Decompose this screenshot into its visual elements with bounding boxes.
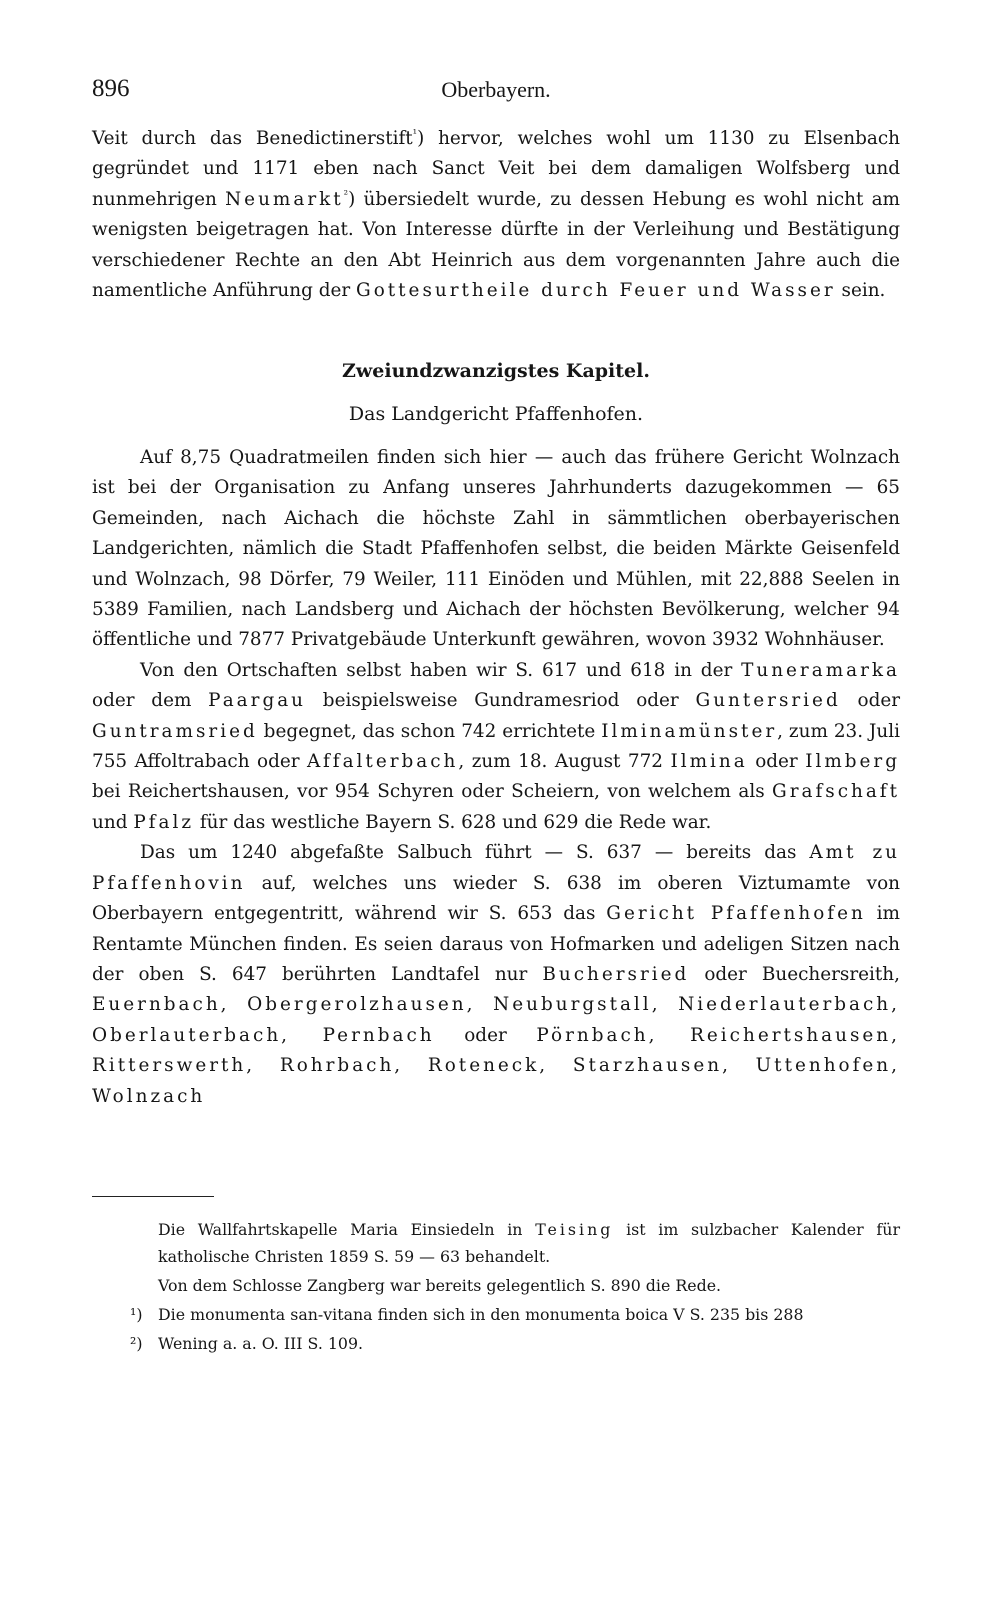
intro-text-block (92, 124, 900, 306)
emphasis: Grafschaft (772, 781, 900, 803)
running-head: Oberbayern. (441, 77, 551, 102)
text-span: oder (434, 1024, 537, 1046)
text-span: , zum 18. August 772 (458, 751, 671, 773)
text-span: , zum 23. Juli 755 Affoltrabach oder (92, 720, 900, 773)
footnote-1 (92, 1301, 900, 1328)
footnote-text: Die monumenta san-vitana finden sich in den monumenta boica V S. 235 bis 288 (158, 1305, 804, 1324)
emphasis: Pfalz (133, 811, 195, 833)
text-span: im Rentamte München finden. Es seien daraus von Hofmarken und adeligen Sitzen nach der oben S. 647 berührten Landtafel nur (92, 903, 900, 985)
text-span: auf, welches uns wieder S. 638 im oberen Viztumamte von Oberbayern entgegentritt, während wir S. 653 das (92, 872, 900, 925)
text-span: für das westliche Bayern S. 628 und 629 die Rede war. (194, 811, 712, 833)
emphasis: Ilminamünster (601, 720, 778, 742)
text-span: oder Buechersreith, (689, 963, 901, 985)
main-text-block (92, 443, 900, 1112)
text-span: Die Wallfahrtskapelle Maria Einsiedeln in (158, 1220, 536, 1239)
paragraph-2 (92, 656, 900, 838)
text-span: ) hervor, welches wohl um 1130 zu Elsenbach gegründet und 1171 eben nach Sanct Veit bei dem damaligen Wolfsberg und nunmehrigen (92, 128, 900, 210)
emphasis: Ilmberg (805, 751, 900, 773)
emphasis: Buchersried (542, 963, 690, 985)
emphasis: Tuneramarka (741, 659, 900, 681)
emphasis: Teising (535, 1220, 614, 1239)
footnote-ref-1[interactable]: ¹ (412, 126, 418, 140)
text-span: ) übersiedelt wurde, zu dessen Hebung es wohl nicht am wenigsten beigetragen hat. Von Interesse dürfte in der Verleihung und Bestätigung verschiedener Rechte an den Abt Heinrich aus dem vorgenannten Jahre auch die namentliche Anführung der (92, 188, 900, 302)
text-span: Von den Ortschaften selbst haben wir S. 617 und 618 in der (140, 659, 742, 681)
text-span: beispielsweise Gundramesriod oder (306, 690, 696, 712)
text-span: ist im sulzbacher Kalender für katholische Christen 1859 S. 59 — 63 behandelt. (158, 1220, 900, 1266)
note-teising (92, 1216, 900, 1270)
section-title: Das Landgericht Pfaffenhofen. (348, 403, 644, 425)
paragraph-1: Auf 8,75 Quadratmeilen finden sich hier — auch das frühere Gericht Wolnzach ist bei der Organisation zu Anfang unseres Jahrhunderts dazugekommen — 65 Gemeinden, nach Aichach die höchste Zahl in sämmtlichen oberbayerischen Landgerichten, nämlich die Stadt Pfaffenhofen selbst, die beiden Märkte Geisenfeld und Wolnzach, 98 Dörfer, 79 Weiler, 111 Einöden und Mühlen, mit 22,888 Seelen in 5389 Familien, nach Landsberg und Aichach der höchsten Bevölkerung, welcher 94 öffentliche und 7877 Privatgebäude Unterkunft gewähren, wovon 3932 Wohnhäuser. (92, 447, 900, 651)
paragraph-3 (92, 838, 900, 1112)
text-span: bei Reichertshausen, vor 954 Schyren oder Scheiern, von welchem als (92, 781, 772, 803)
text-span: oder dem (92, 690, 209, 712)
text-span: Veit durch das Benedictinerstift (92, 128, 413, 149)
emphasis: Guntersried (695, 690, 841, 712)
emphasis: Pörnbach, Reichertshausen, Ritterswerth, Rohrbach, Roteneck, Starzhausen, Uttenhofen, Wolnzach (92, 1024, 900, 1107)
emphasis: Gericht Pfaffenhofen (606, 903, 866, 925)
text-span: sein. (835, 280, 886, 302)
page-header (92, 74, 900, 110)
emphasis: Affalterbach (307, 751, 459, 773)
text-span: und (92, 811, 134, 833)
text-span: Das um 1240 abgefaßte Salbuch führt — S. 637 — bereits das (140, 842, 810, 864)
footnote-text: Wening a. a. O. III S. 109. (158, 1334, 364, 1353)
emphasis: Amt zu Pfaffenhovin (92, 842, 900, 894)
emphasis-neumarkt: Neumarkt (225, 188, 344, 210)
emphasis: Paargau (208, 690, 307, 712)
emphasis: Ilmina (670, 751, 748, 773)
text-span: begegnet, das schon 742 errichtete (257, 720, 602, 742)
emphasis-gottesurtheile: Gottesurtheile durch Feuer und Wasser (356, 280, 836, 302)
footnote-mark-1: ¹) (130, 1305, 143, 1324)
footnote-ref-2[interactable]: ² (343, 187, 349, 201)
text-span: oder (840, 690, 901, 712)
text-span: oder (747, 751, 806, 773)
footnote-2 (92, 1330, 900, 1357)
intro-paragraph (92, 124, 900, 306)
emphasis: Euernbach, Obergerolzhausen, Neuburgstall, Niederlauterbach, Oberlauterbach, Pernbach (92, 994, 900, 1046)
footnote-mark-2: ²) (130, 1334, 143, 1353)
chapter-heading: Zweiundzwanzigstes Kapitel. (342, 360, 650, 382)
notes-section (92, 1216, 900, 1359)
footnote-divider (92, 1196, 214, 1197)
note-zangberg: Von dem Schlosse Zangberg war bereits gelegentlich S. 890 die Rede. (158, 1276, 722, 1295)
page-number: 896 (92, 75, 130, 102)
emphasis: Guntramsried (92, 720, 258, 742)
